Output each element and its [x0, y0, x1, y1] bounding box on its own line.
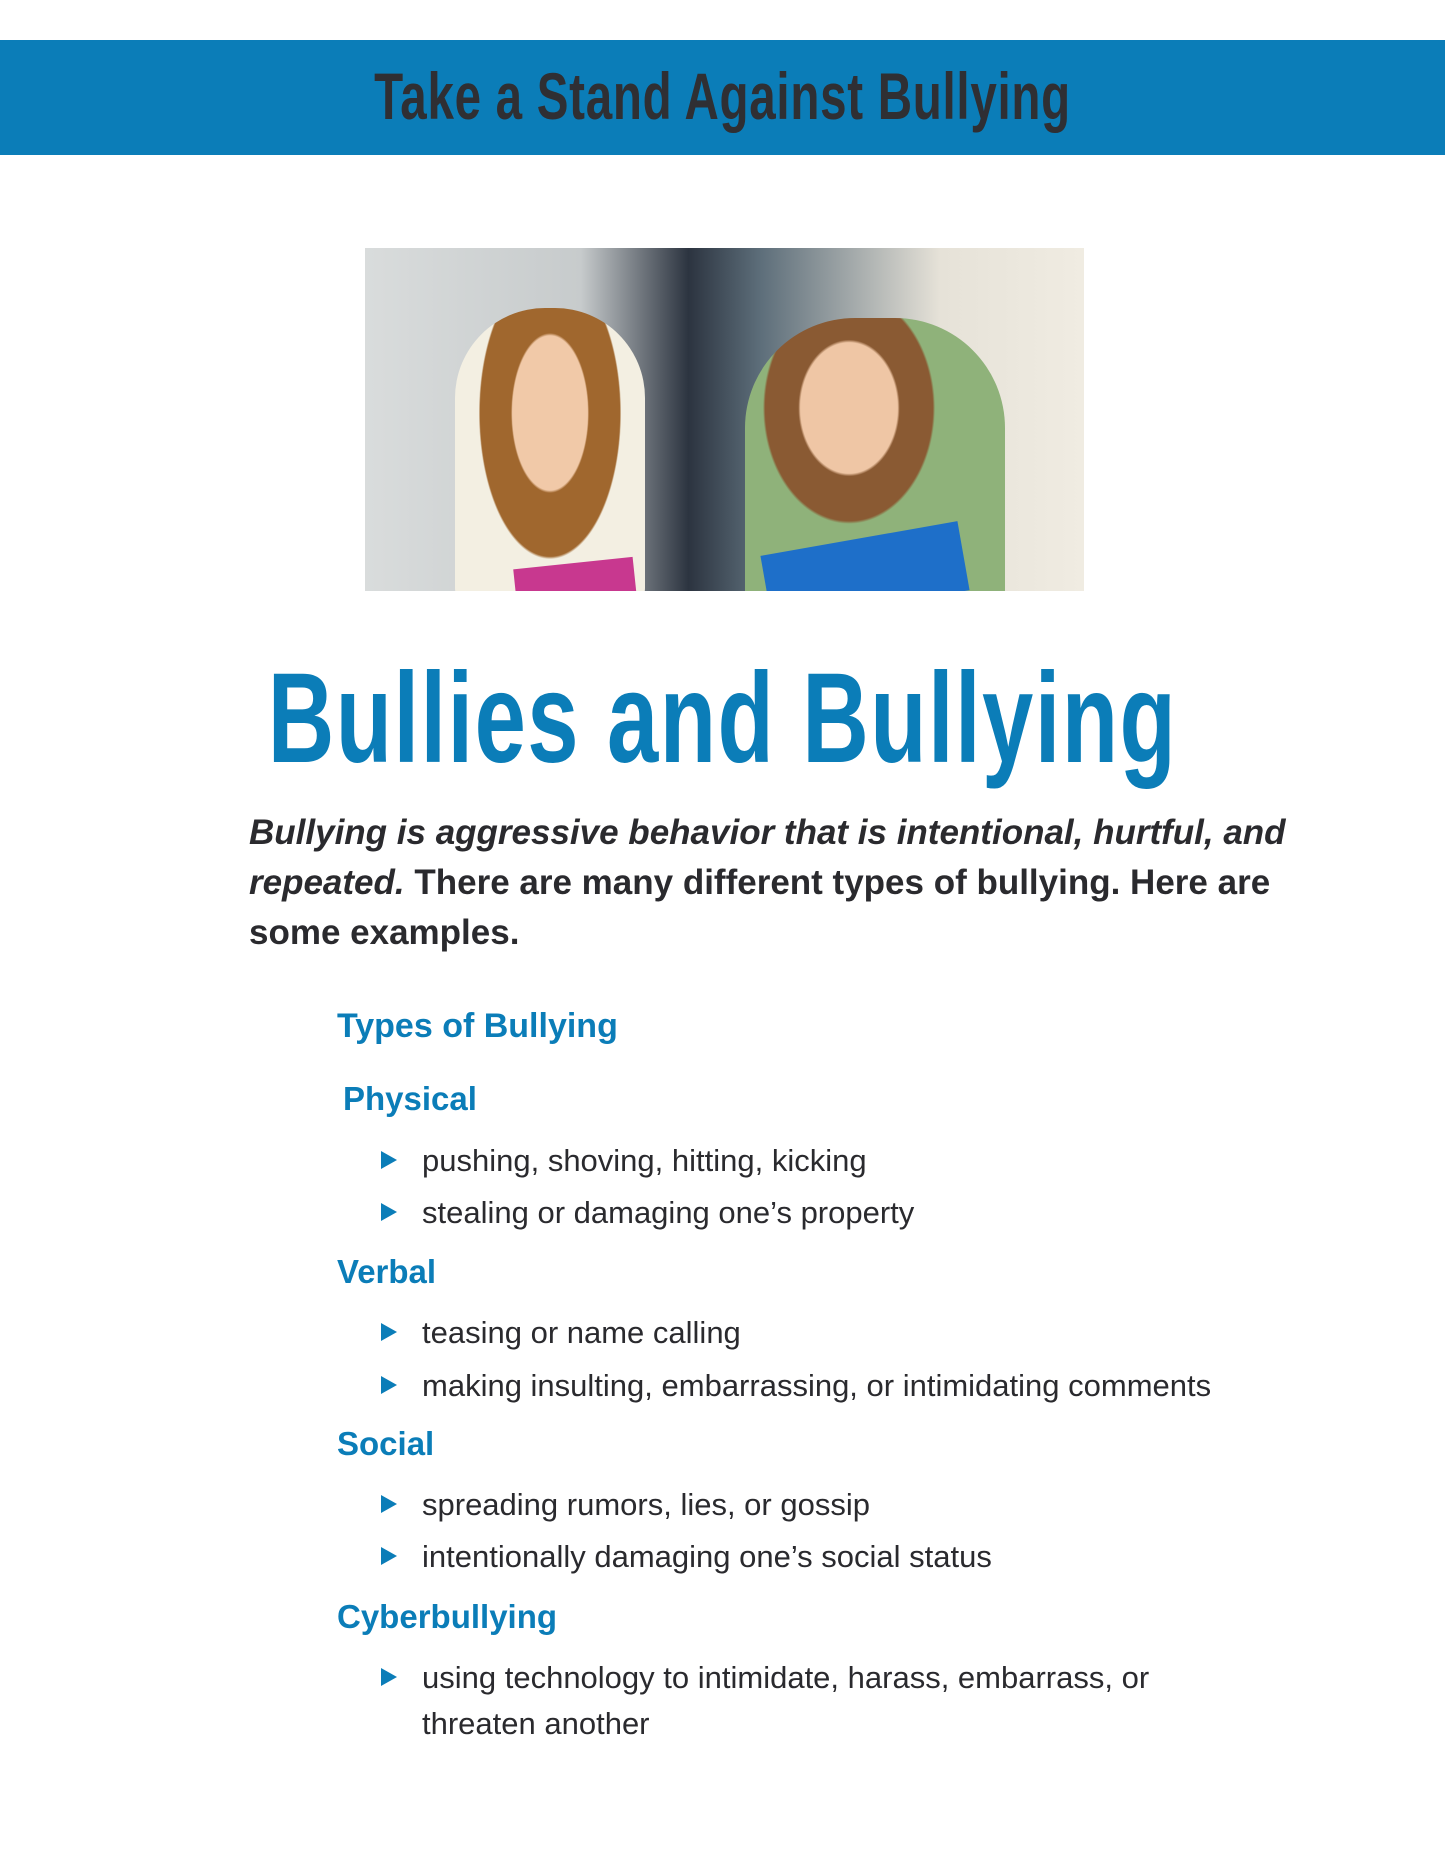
- bullet-triangle-icon: [381, 1495, 397, 1513]
- banner-title: Take a Stand Against Bullying: [374, 59, 1071, 133]
- types-heading: Types of Bullying: [337, 1007, 618, 1045]
- intro-text: There are many different types of bullying. Here are some examples.: [249, 863, 1271, 952]
- page: Take a Stand Against Bullying Bullies and Bullying Bullying is aggressive behavior that is intentional, hurtful, and repeated. There are many different types of bullying. Here are some examples. Types of Bullying Physical pushing, shoving, hitting, kicking stealing or damaging one’s property Verbal teasing or name calling making insulting, embarrassing, or intimidating comments Social spreading rumors, lies, or gossip intentionally damaging one’s social status Cyberbullying using technology to intimidate, harass, embarrass, or threaten another: [0, 0, 1445, 1870]
- category-heading: Cyberbullying: [337, 1598, 558, 1635]
- category-heading: Social: [337, 1425, 435, 1462]
- category-heading: Physical: [343, 1080, 477, 1117]
- bullet-triangle-icon: [381, 1151, 397, 1169]
- bullet-triangle-icon: [381, 1376, 397, 1394]
- photo-students-at-lockers: [365, 248, 1084, 591]
- bullet-triangle-icon: [381, 1323, 397, 1341]
- bullet-triangle-icon: [381, 1668, 397, 1686]
- bullet-triangle-icon: [381, 1203, 397, 1221]
- page-title: Bullies and Bullying: [267, 647, 1178, 790]
- intro-paragraph: [249, 808, 1299, 958]
- bullet-triangle-icon: [381, 1547, 397, 1565]
- category-heading: Verbal: [337, 1253, 437, 1290]
- header-banner: [0, 40, 1445, 155]
- intro-definition: Bullying is aggressive behavior that is intentional, hurtful, and repeated.: [249, 813, 1286, 902]
